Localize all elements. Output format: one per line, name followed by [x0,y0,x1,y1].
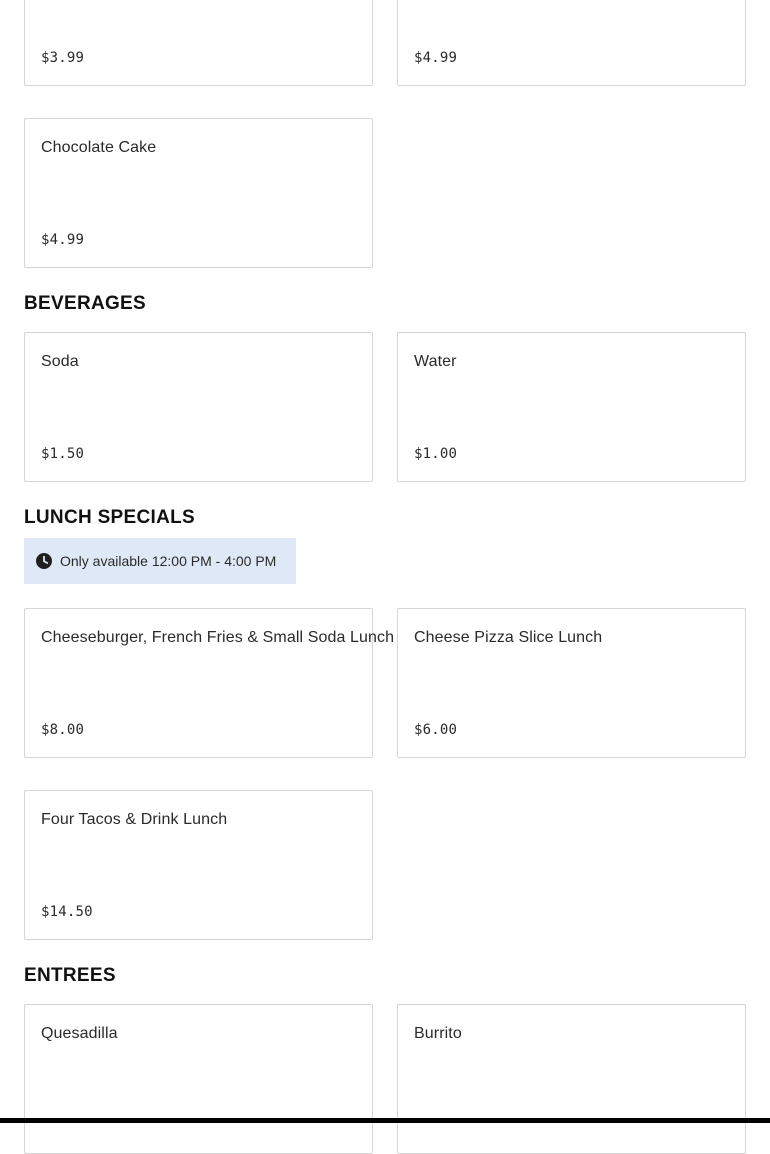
section-title-beverages: BEVERAGES [24,293,147,314]
menu-item-card[interactable] [397,0,746,86]
menu-item-name: Soda [41,353,79,370]
menu-item-card[interactable] [397,1004,746,1154]
menu-item-card[interactable] [24,608,395,758]
menu-item-card[interactable] [24,0,373,86]
clock-icon [36,553,52,569]
menu-item-price: $4.99 [41,232,85,248]
menu-item-price: $14.50 [41,904,93,920]
section-title-entrees: ENTREES [24,965,116,986]
menu-item-card[interactable] [24,118,373,268]
menu-item-price: $1.50 [41,446,85,462]
menu-item-card[interactable] [24,1004,373,1154]
menu-item-name: Water [414,353,457,370]
menu-item-name: Four Tacos & Drink Lunch [41,811,228,828]
menu-item-price: $1.00 [414,446,458,462]
menu-item-name: Cheese Pizza Slice Lunch [414,629,603,646]
menu-item-name: Burrito [414,1025,462,1042]
bottom-bar [0,1118,770,1123]
menu-item-price: $4.99 [414,50,458,66]
menu-item-name: Quesadilla [41,1025,118,1042]
menu-item-card[interactable] [24,332,373,482]
section-title-lunch-specials: LUNCH SPECIALS [24,507,195,528]
menu-item-price: $8.00 [41,722,85,738]
menu-item-card[interactable] [397,332,746,482]
menu-item-name: Cheeseburger, French Fries & Small Soda Lunch [41,629,395,646]
menu-item-card[interactable] [397,608,746,758]
availability-text: Only available 12:00 PM - 4:00 PM [60,553,277,569]
menu-item-price: $6.00 [414,722,458,738]
menu-item-name: Chocolate Cake [41,139,157,156]
menu-item-price: $3.99 [41,50,85,66]
availability-notice [24,538,296,584]
menu-item-card[interactable] [24,790,373,940]
